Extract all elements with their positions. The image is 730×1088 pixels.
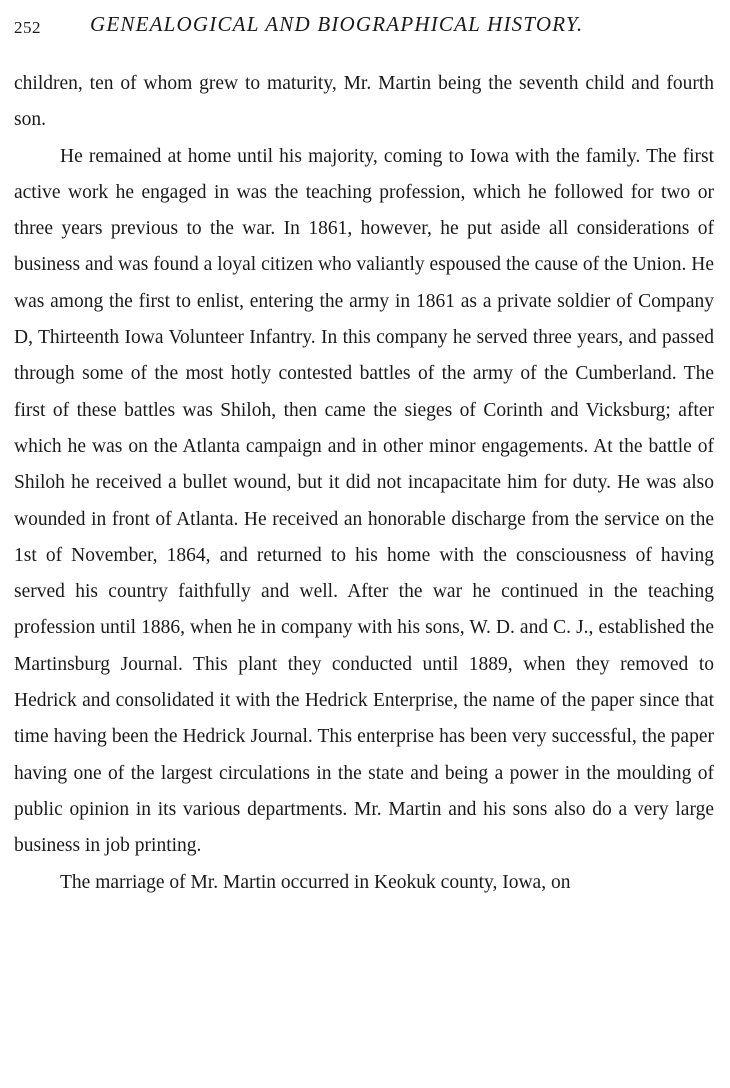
body-text bbox=[14, 66, 714, 901]
running-title: GENEALOGICAL AND BIOGRAPHICAL HISTORY. bbox=[90, 12, 584, 36]
page-number: 252 bbox=[14, 18, 41, 37]
paragraph: He remained at home until his majority, coming to Iowa with the family. The first active work he engaged in was the teaching profession, which he followed for two or three years previous to the war. In 1861, however, he put aside all considerations of business and was found a loyal citizen who valiantly espoused the cause of the Union. He was among the first to enlist, entering the army in 1861 as a private soldier of Company D, Thirteenth Iowa Volunteer Infantry. In this company he served three years, and passed through some of the most hotly contested battles of the army of the Cumberland. The first of these battles was Shiloh, then came the sieges of Corinth and Vicksburg; after which he was on the Atlanta campaign and in other minor engagements. At the battle of Shiloh he received a bullet wound, but it did not incapacitate him for duty. He was also wounded in front of Atlanta. He received an honorable discharge from the service on the 1st of November, 1864, and returned to his home with the consciousness of having served his country faithfully and well. After the war he continued in the teaching profession until 1886, when he in company with his sons, W. D. and C. J., established the Martinsburg Journal. This plant they conducted until 1889, when they removed to Hedrick and consolidated it with the Hedrick Enterprise, the name of the paper since that time having been the Hedrick Journal. This enterprise has been very successful, the paper having one of the largest circulations in the state and being a power in the moulding of public opinion in its various departments. Mr. Martin and his sons also do a very large business in job printing. bbox=[14, 145, 714, 857]
page-header bbox=[14, 12, 714, 42]
paragraph: The marriage of Mr. Martin occurred in Keokuk county, Iowa, on bbox=[60, 871, 571, 893]
paragraph: children, ten of whom grew to maturity, Mr. Martin being the seventh child and fourth son. bbox=[14, 73, 714, 131]
